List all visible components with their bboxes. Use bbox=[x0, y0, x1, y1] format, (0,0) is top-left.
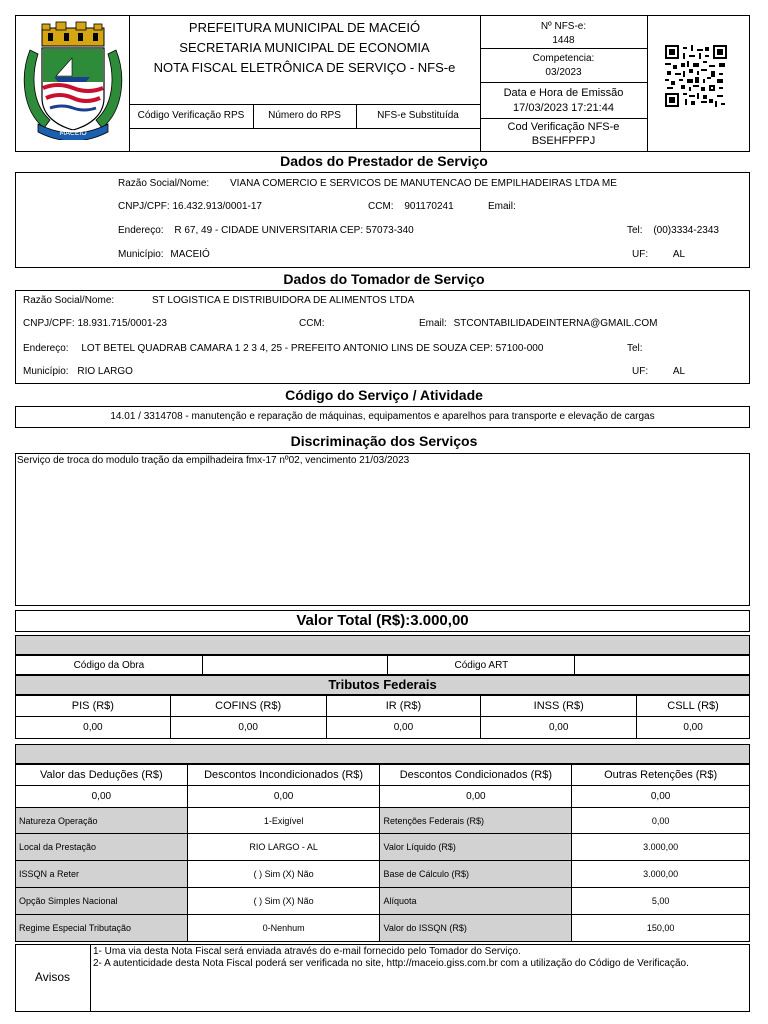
detalhe-label: Regime Especial Tributação bbox=[16, 915, 188, 942]
tomador-municipio-label: Município: bbox=[23, 366, 69, 377]
prestador-cnpj: 16.432.913/0001-17 bbox=[172, 201, 262, 212]
detalhe-value: 150,00 bbox=[572, 915, 750, 942]
detalhe-label: Opção Simples Nacional bbox=[16, 888, 188, 915]
detalhe-label: Base de Cálculo (R$) bbox=[380, 861, 572, 888]
deducoes-table bbox=[15, 764, 750, 808]
verif-label: Cod Verificação NFS-e bbox=[507, 121, 620, 133]
discriminacao-title: Discriminação dos Serviços bbox=[290, 433, 478, 449]
deducao-header: Outras Retenções (R$) bbox=[572, 765, 750, 786]
prestador-razao-label: Razão Social/Nome: bbox=[118, 178, 210, 189]
nfse-number-label: Nº NFS-e: bbox=[540, 21, 587, 32]
rps-code-label: Código Verificação RPS bbox=[137, 110, 245, 121]
detalhe-label: Alíquota bbox=[380, 888, 572, 915]
prestador-endereco: R 67, 49 - CIDADE UNIVERSITARIA CEP: 57073-340 bbox=[174, 225, 414, 236]
competencia-label: Competencia: bbox=[532, 53, 595, 64]
discriminacao-box bbox=[15, 453, 750, 606]
header-line2: SECRETARIA MUNICIPAL DE ECONOMIA bbox=[179, 40, 430, 55]
detalhe-label: Natureza Operação bbox=[16, 808, 188, 834]
nfse-sub-label: NFS-e Substituída bbox=[377, 110, 459, 121]
prestador-tel-label: Tel: bbox=[627, 225, 643, 236]
aviso-line: 2- A autenticidade desta Nota Fiscal poderá ser verificada no site, http://maceio.giss.com.br com a utilização do Código de Verificação. bbox=[93, 958, 689, 969]
rps-number-label: Número do RPS bbox=[268, 110, 341, 121]
tributo-value: 0,00 bbox=[637, 717, 750, 739]
tomador-uf: AL bbox=[672, 366, 686, 377]
header-line3: NOTA FISCAL ELETRÔNICA DE SERVIÇO - NFS-e bbox=[153, 60, 456, 75]
avisos-label: Avisos bbox=[34, 970, 71, 984]
detalhes-table bbox=[15, 807, 750, 942]
svg-text:MACEIÓ: MACEIÓ bbox=[59, 129, 87, 137]
codigo-art-label: Código ART bbox=[388, 656, 575, 675]
servico-title: Código do Serviço / Atividade bbox=[285, 387, 483, 403]
prestador-uf-label: UF: bbox=[632, 249, 649, 260]
detalhe-value: 3.000,00 bbox=[572, 861, 750, 888]
detalhe-value: 0,00 bbox=[572, 808, 750, 834]
tomador-razao-label: Razão Social/Nome: bbox=[23, 295, 115, 306]
prestador-uf: AL bbox=[672, 249, 686, 260]
tomador-municipio: RIO LARGO bbox=[77, 366, 133, 377]
tributos-title: Tributos Federais bbox=[15, 675, 750, 695]
deducao-header: Descontos Incondicionados (R$) bbox=[187, 765, 380, 786]
detalhe-value: 1-Exigível bbox=[187, 808, 380, 834]
prestador-ccm-label: CCM: bbox=[368, 201, 394, 212]
tomador-uf-label: UF: bbox=[632, 366, 649, 377]
prestador-ccm: 901170241 bbox=[404, 201, 454, 212]
tomador-endereco-label: Endereço: bbox=[23, 343, 69, 354]
detalhe-value: RIO LARGO - AL bbox=[187, 834, 380, 861]
deducao-header: Descontos Condicionados (R$) bbox=[380, 765, 572, 786]
nfse-number: 1448 bbox=[552, 35, 575, 46]
qr-code[interactable] bbox=[665, 45, 727, 107]
tomador-endereco: LOT BETEL QUADRAB CAMARA 1 2 3 4, 25 - PREFEITO ANTONIO LINS DE SOUZA CEP: 57100-000 bbox=[81, 343, 544, 354]
prestador-email-label: Email: bbox=[488, 201, 516, 212]
table-row bbox=[16, 888, 750, 915]
tributo-header: IR (R$) bbox=[326, 696, 481, 717]
header-line1: PREFEITURA MUNICIPAL DE MACEIÓ bbox=[188, 20, 421, 35]
tomador-title: Dados do Tomador de Serviço bbox=[283, 271, 485, 287]
prestador-municipio-label: Município: bbox=[118, 249, 164, 260]
deducoes-header-bar bbox=[15, 744, 750, 764]
deducao-header: Valor das Deduções (R$) bbox=[16, 765, 188, 786]
detalhe-label: Valor do ISSQN (R$) bbox=[380, 915, 572, 942]
prestador-razao: VIANA COMERCIO E SERVICOS DE MANUTENCAO DE EMPILHADEIRAS LTDA ME bbox=[230, 178, 617, 189]
tributo-header: CSLL (R$) bbox=[637, 696, 750, 717]
detalhe-value: ( ) Sim (X) Não bbox=[187, 861, 380, 888]
aviso-line: 1- Uma via desta Nota Fiscal será enviada através do e-mail fornecido pelo Tomador do Serviço. bbox=[93, 946, 521, 957]
tomador-razao: ST LOGISTICA E DISTRIBUIDORA DE ALIMENTOS LTDA bbox=[152, 295, 415, 306]
tributo-header: COFINS (R$) bbox=[170, 696, 326, 717]
tributo-value: 0,00 bbox=[16, 717, 171, 739]
table-row bbox=[16, 834, 750, 861]
tomador-email: STCONTABILIDADEINTERNA@GMAIL.COM bbox=[453, 318, 658, 329]
servico-codigo: 14.01 / 3314708 - manutenção e reparação de máquinas, equipamentos e aparelhos para transporte e elevação de cargas bbox=[110, 411, 655, 422]
tributo-value: 0,00 bbox=[170, 717, 326, 739]
detalhe-value: ( ) Sim (X) Não bbox=[187, 888, 380, 915]
deducao-value: 0,00 bbox=[187, 786, 380, 808]
detalhe-label: ISSQN a Reter bbox=[16, 861, 188, 888]
tomador-cnpj-label: CNPJ/CPF: bbox=[23, 318, 75, 329]
tomador-email-label: Email: bbox=[419, 318, 447, 329]
emissao-label: Data e Hora de Emissão bbox=[503, 87, 624, 99]
detalhe-label: Retenções Federais (R$) bbox=[380, 808, 572, 834]
tributo-header: PIS (R$) bbox=[16, 696, 171, 717]
detalhe-label: Valor Líquido (R$) bbox=[380, 834, 572, 861]
table-row bbox=[16, 861, 750, 888]
table-row bbox=[16, 915, 750, 942]
emissao-value: 17/03/2023 17:21:44 bbox=[513, 102, 614, 114]
tributo-value: 0,00 bbox=[326, 717, 481, 739]
prestador-cnpj-label: CNPJ/CPF: bbox=[118, 201, 170, 212]
obra-table bbox=[15, 655, 750, 675]
prestador-municipio: MACEIÓ bbox=[170, 249, 210, 260]
tomador-tel-label: Tel: bbox=[627, 343, 643, 354]
detalhe-value: 3.000,00 bbox=[572, 834, 750, 861]
codigo-obra-value bbox=[202, 656, 388, 675]
tributo-value: 0,00 bbox=[481, 717, 637, 739]
codigo-obra-label: Código da Obra bbox=[16, 656, 203, 675]
prestador-tel: (00)3334-2343 bbox=[653, 225, 719, 236]
detalhe-label: Local da Prestação bbox=[16, 834, 188, 861]
competencia-value: 03/2023 bbox=[545, 67, 582, 78]
prestador-endereco-label: Endereço: bbox=[118, 225, 164, 236]
deducao-value: 0,00 bbox=[380, 786, 572, 808]
codigo-art-value bbox=[575, 656, 750, 675]
deducao-value: 0,00 bbox=[572, 786, 750, 808]
coat-of-arms-logo bbox=[20, 20, 126, 140]
table-row bbox=[16, 808, 750, 834]
detalhe-value: 0-Nenhum bbox=[187, 915, 380, 942]
tomador-cnpj: 18.931.715/0001-23 bbox=[77, 318, 167, 329]
prestador-title: Dados do Prestador de Serviço bbox=[280, 153, 488, 169]
valor-total: Valor Total (R$):3.000,00 bbox=[296, 612, 469, 629]
deducao-value: 0,00 bbox=[16, 786, 188, 808]
verif-value: BSEHFPFPJ bbox=[531, 135, 596, 147]
tributo-header: INSS (R$) bbox=[481, 696, 637, 717]
obra-header-bar bbox=[15, 635, 750, 655]
tomador-ccm-label: CCM: bbox=[299, 318, 325, 329]
detalhe-value: 5,00 bbox=[572, 888, 750, 915]
tributos-table bbox=[15, 695, 750, 739]
discriminacao-texto: Serviço de troca do modulo tração da empilhadeira fmx-17 nº02, vencimento 21/03/2023 bbox=[17, 455, 410, 466]
